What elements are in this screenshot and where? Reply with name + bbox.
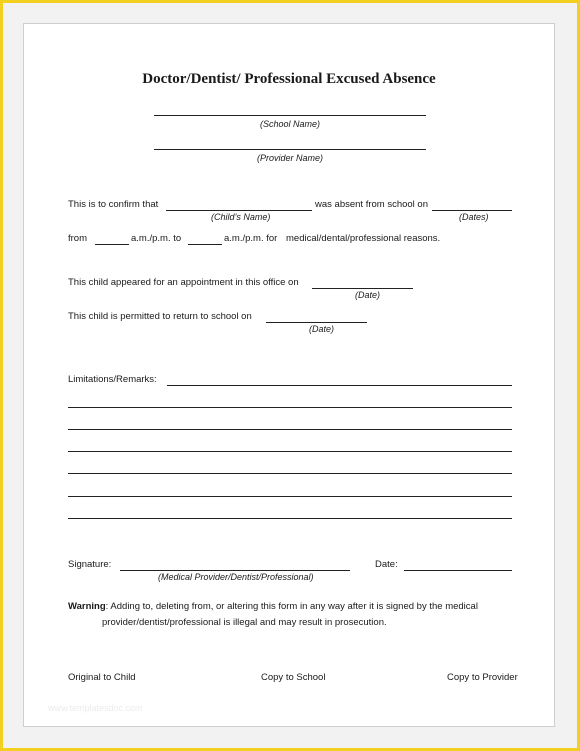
footer-copy-to-school: Copy to School [261,672,326,683]
remarks-line[interactable] [68,429,512,430]
reason-text: medical/dental/professional reasons. [286,233,441,244]
footer-original-to-child: Original to Child [68,672,136,683]
return-date-line[interactable] [266,322,367,323]
remarks-line[interactable] [68,518,512,519]
signature-label: Signature: [68,559,112,570]
school-name-line[interactable] [154,115,426,116]
appointment-date-line[interactable] [312,288,413,289]
date-label: Date: [375,559,398,570]
from-time-line[interactable] [95,244,129,245]
page-background [3,3,577,748]
signature-date-line[interactable] [404,570,512,571]
confirm-middle: was absent from school on [315,199,429,210]
child-name-caption: (Child’s Name) [211,212,271,222]
warning-label: Warning [68,601,106,612]
signature-line[interactable] [120,570,350,571]
appointment-text: This child appeared for an appointment in this office on [68,277,299,288]
return-text: This child is permitted to return to school on [68,311,252,322]
school-name-caption: (School Name) [259,119,321,129]
form-title: Doctor/Dentist/ Professional Excused Absence [142,71,436,87]
footer-copy-to-provider: Copy to Provider [447,672,518,683]
appointment-date-caption: (Date) [355,290,381,300]
to-time-line[interactable] [188,244,222,245]
remarks-line[interactable] [68,407,512,408]
provider-name-caption: (Provider Name) [256,153,323,163]
ampm-to-label: a.m./p.m. to [131,233,182,244]
provider-name-line[interactable] [154,149,426,150]
from-label: from [68,233,87,244]
signature-caption: (Medical Provider/Dentist/Professional) [158,572,314,582]
return-date-caption: (Date) [309,324,335,334]
child-name-line[interactable] [166,210,312,211]
remarks-line[interactable] [68,473,512,474]
warning-text-1: : Adding to, deleting from, or altering this form in any way after it is signed by the medical [105,601,478,612]
confirm-prefix: This is to confirm that [68,199,159,210]
limitations-label: Limitations/Remarks: [68,374,157,385]
remarks-line[interactable] [167,385,512,386]
form-sheet [23,23,555,727]
remarks-line[interactable] [68,451,512,452]
remarks-line[interactable] [68,496,512,497]
ampm-for-label: a.m./p.m. for [224,233,278,244]
warning-text-2: provider/dentist/professional is illegal and may result in prosecution. [102,617,387,628]
watermark-text: www.templatesdoc.com [48,703,143,713]
absence-dates-line[interactable] [432,210,512,211]
warning-line-1 [68,599,528,615]
dates-caption: (Dates) [459,212,489,222]
